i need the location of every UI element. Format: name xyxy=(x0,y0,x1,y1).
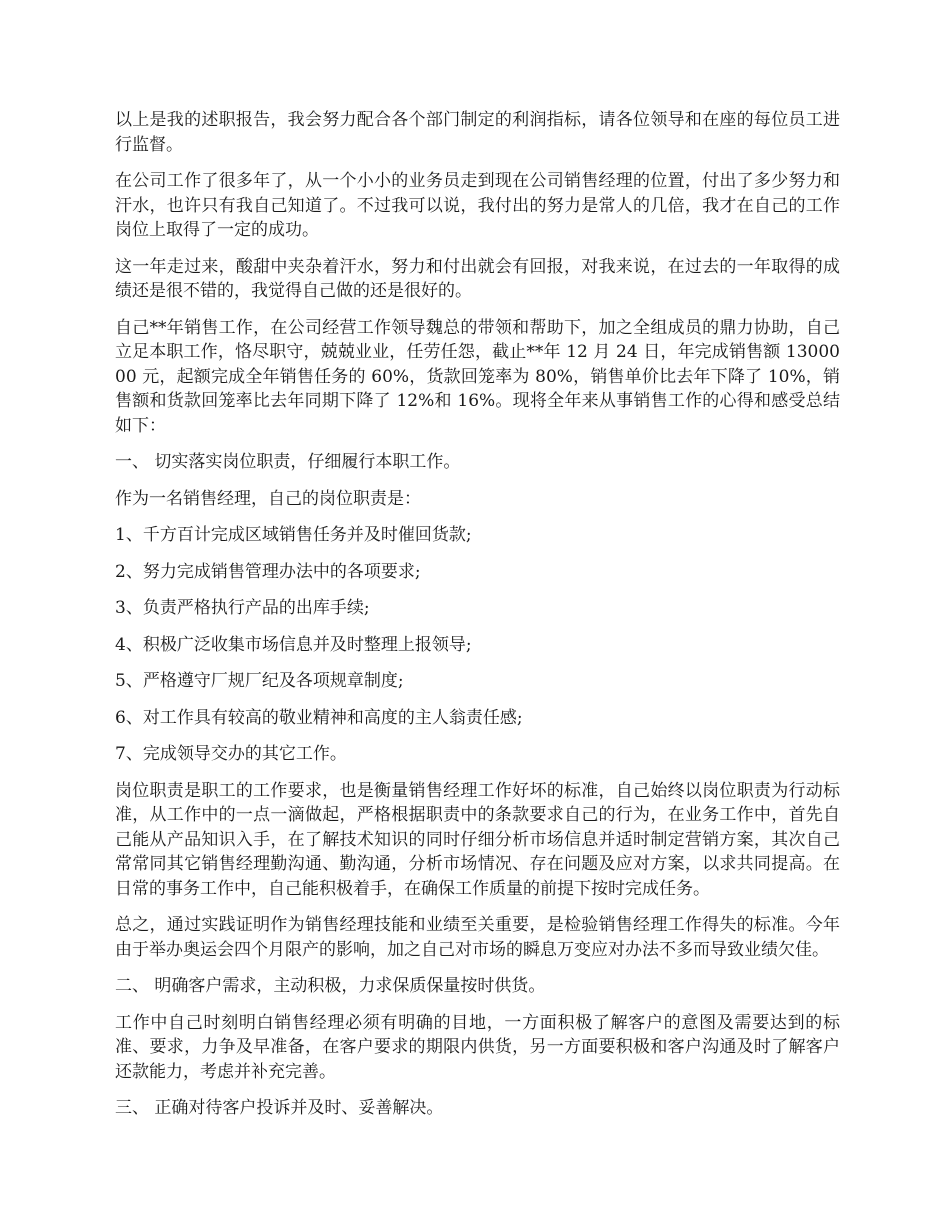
duty-item-6: 6、对工作具有较高的敬业精神和高度的主人翁责任感; xyxy=(115,707,523,728)
section-heading-3: 三、 正确对待客户投诉并及时、妥善解决。 xyxy=(115,1098,444,1118)
paragraph-closing-remarks: 以上是我的述职报告，我会努力配合各个部门制定的利润指标，请各位领导和在座的每位员工进行监督。 xyxy=(115,110,840,155)
paragraph-year-review: 这一年走过来，酸甜中夹杂着汗水，努力和付出就会有回报，对我来说，在过去的一年取得的成绩还是很不错的，我觉得自己做的还是很好的。 xyxy=(115,256,840,301)
paragraph-duty-standards: 岗位职责是职工的工作要求，也是衡量销售经理工作好坏的标准，自己始终以岗位职责为行动标准，从工作中的一点一滴做起，严格根据职责中的条款要求自己的行为，在业务工作中，首先自己能从产品知识入手，在了解技术知识的同时仔细分析市场信息并适时制定营销方案，其次自己常常同其它销售经理勤沟通、勤沟通，分析市场情况、存在问题及应对方案，以求共同提高。在日常的事务工作中，自己能积极着手，在确保工作质量的前提下按时完成任务。 xyxy=(115,780,840,899)
section-heading-1: 一、 切实落实岗位职责，仔细履行本职工作。 xyxy=(115,452,461,472)
duty-item-5: 5、严格遵守厂规厂纪及各项规章制度; xyxy=(115,671,404,691)
duty-item-1: 1、千方百计完成区域销售任务并及时催回货款; xyxy=(115,525,472,545)
duty-item-7: 7、完成领导交办的其它工作。 xyxy=(115,744,347,764)
paragraph-customer-needs: 工作中自己时刻明白销售经理必须有明确的目地，一方面积极了解客户的意图及需要达到的标准、要求，力争及早准备，在客户要求的期限内供货，另一方面要积极和客户沟通及时了解客户还款能力，考虑并补充完善。 xyxy=(115,1012,840,1082)
paragraph-conclusion: 总之，通过实践证明作为销售经理技能和业绩至关重要，是检验销售经理工作得失的标准。今年由于举办奥运会四个月限产的影响，加之自己对市场的瞬息万变应对办法不多而导致业绩欠佳。 xyxy=(115,915,840,960)
document-body xyxy=(115,108,840,1133)
paragraph-sales-summary: 自己**年销售工作，在公司经营工作领导魏总的带领和帮助下，加之全组成员的鼎力协助，自己立足本职工作，恪尽职守，兢兢业业，任劳任怨，截止**年 12 月 24 日，年完成销售额 1300000 元，起额完成全年销售任务的 60%，货款回笼率为 80%，销售单价比去年下降了 10%，销售额和货款回笼率比去年同期下降了 12%和 16%。现将全年来从事销售工作的心得和感受总结如下： xyxy=(115,317,840,436)
paragraph-duties-intro: 作为一名销售经理，自己的岗位职责是： xyxy=(115,488,421,509)
duty-item-3: 3、负责严格执行产品的出库手续; xyxy=(115,598,370,618)
duty-item-4: 4、积极广泛收集市场信息并及时整理上报领导; xyxy=(115,634,472,655)
paragraph-career-reflection: 在公司工作了很多年了，从一个小小的业务员走到现在公司销售经理的位置，付出了多少努力和汗水，也许只有我自己知道了。不过我可以说，我付出的努力是常人的几倍，我才在自己的工作岗位上取得了一定的成功。 xyxy=(115,171,840,240)
section-heading-2: 二、 明确客户需求，主动积极，力求保质保量按时供货。 xyxy=(115,976,546,996)
duty-item-2: 2、努力完成销售管理办法中的各项要求; xyxy=(115,561,421,582)
